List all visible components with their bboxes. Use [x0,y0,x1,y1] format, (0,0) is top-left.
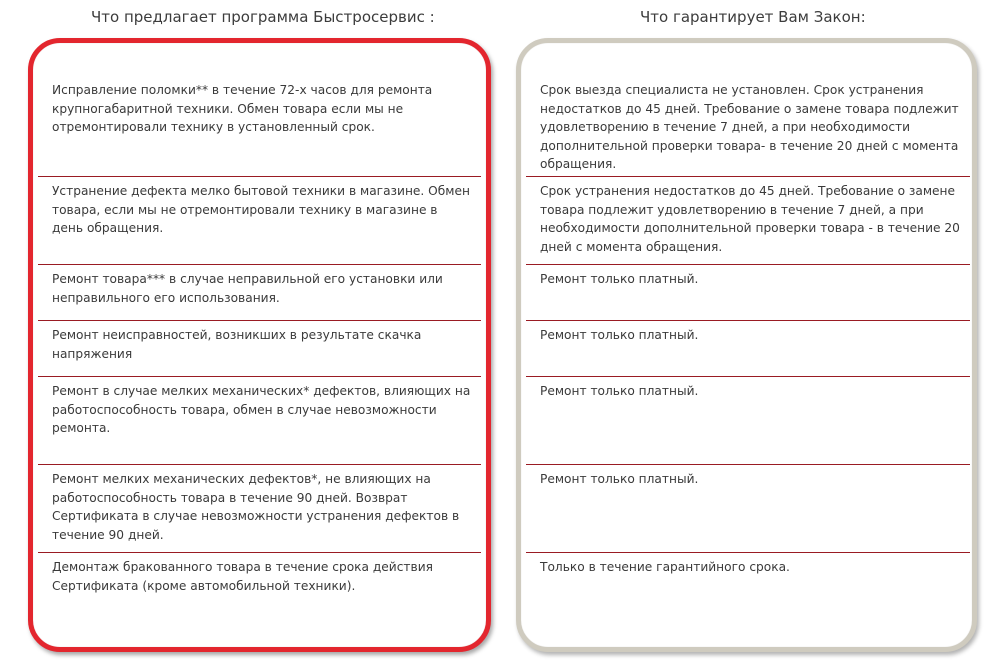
law-item-5: Ремонт только платный. [540,384,699,398]
offer-divider [38,376,481,377]
offer-item-5: Ремонт в случае мелких механических* дефектов, влияющих на работоспособность товара, обмен в случае невозможности ремонта. [52,384,471,435]
law-item-4: Ремонт только платный. [540,328,699,342]
law-item-7: Только в течение гарантийного срока. [540,560,790,574]
law-item-6: Ремонт только платный. [540,472,699,486]
law-divider [526,464,970,465]
offer-divider [38,552,481,553]
offer-divider [38,264,481,265]
law-item-1: Срок выезда специалиста не установлен. Срок устранения недостатков до 45 дней. Требование о замене товара подлежит удовлетворению в течение 7 дней, а при необходимости дополнительной проверки товара- в течение 20 дней с момента обращения. [540,83,959,171]
offer-item-1: Исправление поломки** в течение 72-х часов для ремонта крупногабаритной техники. Обмен товара если мы не отремонтировали технику в установленный срок. [52,83,433,134]
offer-item-3: Ремонт товара*** в случае неправильной его установки или неправильного его использования. [52,272,443,305]
law-divider [526,376,970,377]
offer-item-7: Демонтаж бракованного товара в течение срока действия Сертификата (кроме автомобильной техники). [52,560,433,593]
offer-divider [38,176,481,177]
law-divider [526,264,970,265]
offer-item-6: Ремонт мелких механических дефектов*, не влияющих на работоспособность товара в течение 90 дней. Возврат Сертификата в случае невозможности устранения дефектов в течение 90 дней. [52,472,460,542]
law-divider [526,176,970,177]
offer-item-2: Устранение дефекта мелко бытовой техники в магазине. Обмен товара, если мы не отремонтировали технику в магазине в день обращения. [52,184,470,235]
law-divider [526,552,970,553]
offer-divider [38,464,481,465]
offer-item-4: Ремонт неисправностей, возникших в результате скачка напряжения [52,328,422,361]
law-divider [526,320,970,321]
program-offer-heading: Что предлагает программа Быстросервис : [91,8,435,26]
offer-divider [38,320,481,321]
law-item-2: Срок устранения недостатков до 45 дней. Требование о замене товара подлежит удовлетворению в течение 7 дней, а при необходимости дополнительной проверки товара - в течение 20 дней с момента обращения. [540,184,960,254]
law-item-3: Ремонт только платный. [540,272,699,286]
law-guarantee-heading: Что гарантирует Вам Закон: [640,8,866,26]
